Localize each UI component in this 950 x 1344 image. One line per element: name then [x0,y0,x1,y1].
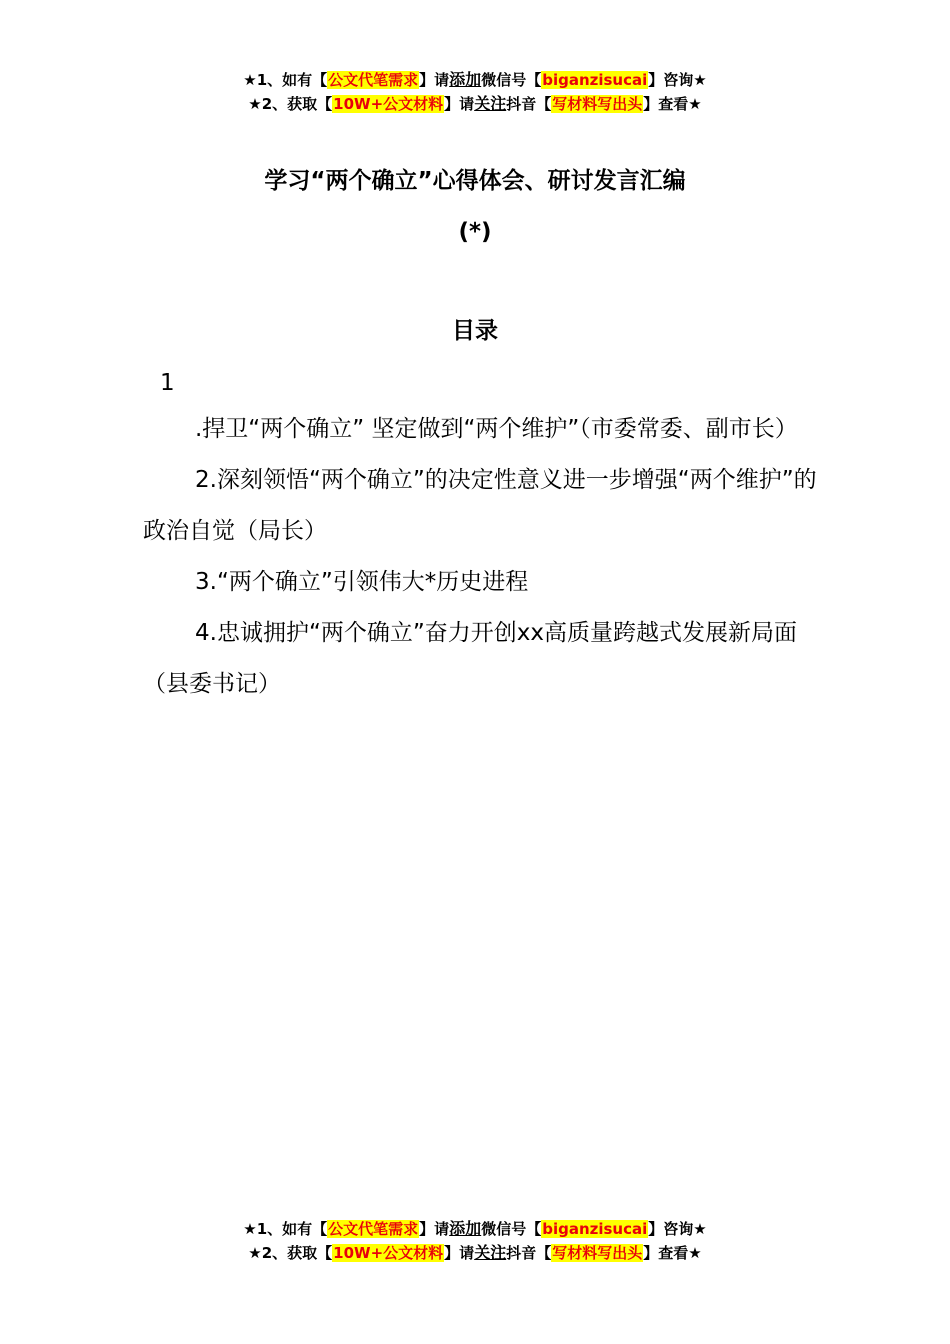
promo-text: 微信号【 [481,71,542,89]
promo-text: 1、如有【 [256,71,328,89]
star-icon: ★ [693,71,707,89]
promo-underlined-add: 添加 [449,70,482,89]
promo-highlight-service: 公文代笔需求 [328,71,419,89]
promo-line-1 [0,68,950,92]
toc-first-number: 1 [160,370,175,396]
promo-highlight-materials: 10W+公文材料 [333,95,444,113]
promo-underlined-follow: 关注 [474,1243,507,1262]
promo-highlight-materials: 10W+公文材料 [333,1244,444,1262]
promo-underlined-add: 添加 [449,1219,482,1238]
promo-text: 微信号【 [481,1220,542,1238]
star-icon: ★ [243,71,257,89]
toc-item-4: 4.忠诚拥护“两个确立”奋力开创xx高质量跨越式发展新局面（县委书记） [143,620,797,697]
star-icon: ★ [693,1220,707,1238]
promo-text: 】咨询 [648,1220,694,1238]
header-promo-banner [0,68,950,116]
star-icon: ★ [248,95,262,113]
promo-highlight-service: 公文代笔需求 [328,1220,419,1238]
promo-text: 1、如有【 [256,1220,328,1238]
promo-text: 】咨询 [648,71,694,89]
toc-heading: 目录 [452,318,498,344]
toc-item-3: 3.“两个确立”引领伟大*历史进程 [195,569,529,595]
promo-text: 】查看 [643,95,689,113]
promo-highlight-wechat-id: biganzisucai [542,1220,648,1238]
promo-text: 2、获取【 [261,1244,333,1262]
promo-text: 】请 [444,1244,475,1262]
promo-line-2 [0,92,950,116]
promo-highlight-douyin-account: 写材料写出头 [552,1244,643,1262]
star-icon: ★ [243,1220,257,1238]
promo-text: 】请 [444,95,475,113]
promo-line-2 [0,1241,950,1265]
star-icon: ★ [688,1244,702,1262]
document-title: 学习“两个确立”心得体会、研讨发言汇编 [264,168,686,194]
promo-text: 2、获取【 [261,95,333,113]
promo-underlined-follow: 关注 [474,94,507,113]
promo-text: 】请 [419,71,450,89]
toc-item-1: .捍卫“两个确立” 坚定做到“两个维护”（市委常委、副市长） [195,416,798,442]
promo-text: 】请 [419,1220,450,1238]
promo-highlight-douyin-account: 写材料写出头 [552,95,643,113]
promo-text: 】查看 [643,1244,689,1262]
promo-text: 抖音【 [506,95,552,113]
promo-line-1 [0,1217,950,1241]
star-icon: ★ [248,1244,262,1262]
promo-highlight-wechat-id: biganzisucai [542,71,648,89]
toc-list [143,404,819,710]
document-subtitle: (*) [458,219,492,245]
footer-promo-banner [0,1217,950,1265]
star-icon: ★ [688,95,702,113]
promo-text: 抖音【 [506,1244,552,1262]
toc-item-2: 2.深刻领悟“两个确立”的决定性意义进一步增强“两个维护”的政治自觉（局长） [143,467,817,544]
